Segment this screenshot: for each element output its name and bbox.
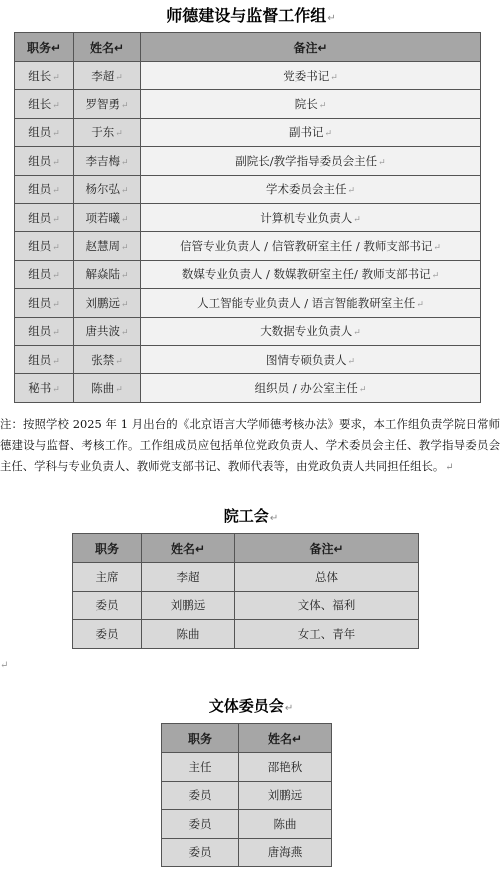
union-table [72,533,419,649]
table-row [15,317,481,345]
role-cell: 组员↵ [15,289,74,317]
name-cell: 唐共波↵ [74,317,141,345]
role-cell: 委员 [73,620,142,649]
committee-footnote: 注：按照学校 2025 年 1 月出台的《北京语言大学师德考核办法》要求，本工作组负责学院日常师德建设与监督、考核工作。工作组成员应包括单位党政负责人、学术委员会主任、教学指导委员会主任、学科与专业负责人、教师党支部书记、教师代表等，由党政负责人共同担任组长。↵ [0,417,500,473]
name-cell: 陈曲 [142,620,235,649]
table-row [73,620,419,649]
table-row [15,175,481,203]
role-cell: 组员↵ [15,175,74,203]
note-cell: 信管专业负责人 / 信管教研室主任 / 教师支部书记↵ [141,232,481,260]
paragraph-mark: ↵ [0,660,9,671]
name-cell: 李吉梅↵ [74,147,141,175]
role-cell: 组员↵ [15,232,74,260]
sports-table [161,723,332,867]
role-cell: 组长↵ [15,90,74,118]
role-cell: 组员↵ [15,147,74,175]
role-cell: 组长↵ [15,62,74,90]
name-cell: 唐海燕 [239,838,332,867]
note-cell: 计算机专业负责人↵ [141,203,481,231]
table-row [15,90,481,118]
name-cell: 赵慧周↵ [74,232,141,260]
table-row [15,203,481,231]
role-cell: 委员 [73,591,142,620]
note-cell: 学术委员会主任↵ [141,175,481,203]
role-cell: 组员↵ [15,317,74,345]
name-cell: 刘鹏远 [239,781,332,810]
table-row [15,374,481,402]
header-name: 姓名↵ [142,534,235,563]
union-header-row [73,534,419,563]
header-name: 姓名↵ [74,33,141,62]
role-cell: 委员 [162,781,239,810]
name-cell: 张禁↵ [74,345,141,373]
table-row [162,753,332,782]
name-cell: 李超 [142,563,235,592]
table-row [15,118,481,146]
role-cell: 组员↵ [15,118,74,146]
note-cell: 文体、福利 [235,591,419,620]
header-note: 备注↵ [235,534,419,563]
role-cell: 组员↵ [15,345,74,373]
table-row [15,289,481,317]
note-cell: 组织员 / 办公室主任↵ [141,374,481,402]
note-cell: 女工、青年 [235,620,419,649]
committee-table [14,32,481,403]
table-row [162,838,332,867]
header-role: 职务 [73,534,142,563]
table-row [73,563,419,592]
note-cell: 人工智能专业负责人 / 语言智能教研室主任↵ [141,289,481,317]
table-row [15,260,481,288]
role-cell: 主任 [162,753,239,782]
name-cell: 刘鹏远↵ [74,289,141,317]
note-cell: 总体 [235,563,419,592]
role-cell: 主席 [73,563,142,592]
table-row [15,345,481,373]
name-cell: 罗智勇↵ [74,90,141,118]
table-row [15,147,481,175]
note-cell: 副书记↵ [141,118,481,146]
role-cell: 委员 [162,810,239,839]
name-cell: 陈曲 [239,810,332,839]
header-role: 职务 [162,724,239,753]
note-cell: 图情专硕负责人↵ [141,345,481,373]
table-row [15,62,481,90]
note-cell: 院长↵ [141,90,481,118]
note-cell: 党委书记↵ [141,62,481,90]
header-role: 职务↵ [15,33,74,62]
committee-title: 师德建设与监督工作组↵ [166,6,336,25]
union-title: 院工会↵ [223,507,279,525]
name-cell: 杨尔弘↵ [74,175,141,203]
role-cell: 委员 [162,838,239,867]
sports-header-row [162,724,332,753]
name-cell: 陈曲↵ [74,374,141,402]
table-row [162,810,332,839]
name-cell: 项若曦↵ [74,203,141,231]
name-cell: 于东↵ [74,118,141,146]
name-cell: 刘鹏远 [142,591,235,620]
committee-header-row [15,33,481,62]
header-note: 备注↵ [141,33,481,62]
note-cell: 大数据专业负责人↵ [141,317,481,345]
name-cell: 邵艳秋 [239,753,332,782]
role-cell: 组员↵ [15,260,74,288]
table-row [162,781,332,810]
note-cell: 副院长/教学指导委员会主任↵ [141,147,481,175]
role-cell: 组员↵ [15,203,74,231]
role-cell: 秘书↵ [15,374,74,402]
table-row [73,591,419,620]
sports-title: 文体委员会↵ [208,697,294,715]
note-cell: 数媒专业负责人 / 数媒教研室主任/ 教师支部书记↵ [141,260,481,288]
header-name: 姓名↵ [239,724,332,753]
table-row [15,232,481,260]
name-cell: 李超↵ [74,62,141,90]
name-cell: 解焱陆↵ [74,260,141,288]
